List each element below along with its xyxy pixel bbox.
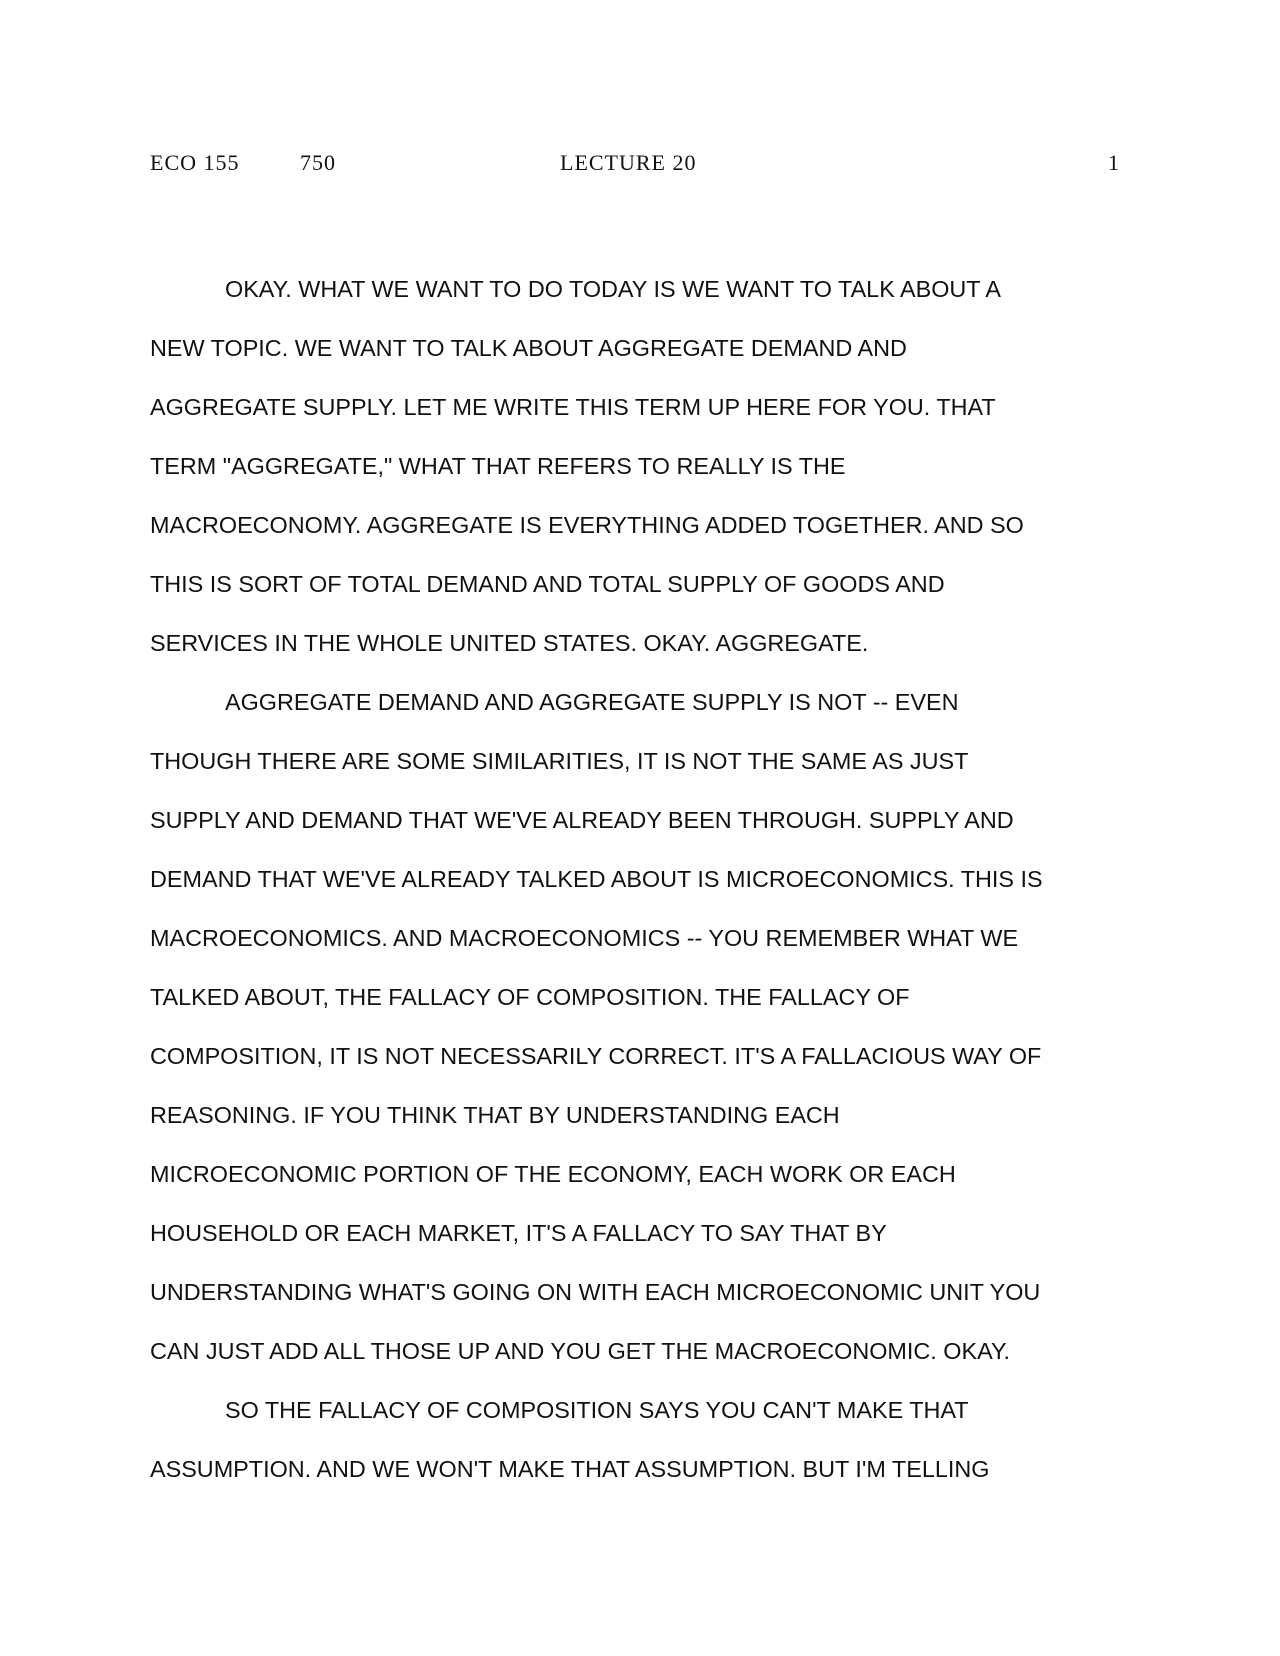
page-header [150,150,1120,180]
transcript-line: MICROECONOMIC PORTION OF THE ECONOMY, EACH WORK OR EACH [150,1161,956,1187]
transcript-line: SO THE FALLACY OF COMPOSITION SAYS YOU CAN'T MAKE THAT [225,1397,969,1423]
transcript-line: AGGREGATE SUPPLY. LET ME WRITE THIS TERM UP HERE FOR YOU. THAT [150,394,996,420]
transcript-line: ASSUMPTION. AND WE WON'T MAKE THAT ASSUMPTION. BUT I'M TELLING [150,1456,990,1482]
transcript-line: TERM "AGGREGATE," WHAT THAT REFERS TO REALLY IS THE [150,453,846,479]
transcript-line: TALKED ABOUT, THE FALLACY OF COMPOSITION. THE FALLACY OF [150,984,910,1010]
transcript-line: THOUGH THERE ARE SOME SIMILARITIES, IT IS NOT THE SAME AS JUST [150,748,969,774]
transcript-line: THIS IS SORT OF TOTAL DEMAND AND TOTAL SUPPLY OF GOODS AND [150,571,945,597]
transcript-line: SERVICES IN THE WHOLE UNITED STATES. OKAY. AGGREGATE. [150,630,869,656]
transcript-line: UNDERSTANDING WHAT'S GOING ON WITH EACH MICROECONOMIC UNIT YOU [150,1279,1041,1305]
transcript-body [150,260,1125,1499]
transcript-line: REASONING. IF YOU THINK THAT BY UNDERSTANDING EACH [150,1102,840,1128]
lecture-title: LECTURE 20 [560,150,697,175]
section-number: 750 [300,150,336,175]
transcript-line: DEMAND THAT WE'VE ALREADY TALKED ABOUT IS MICROECONOMICS. THIS IS [150,866,1043,892]
transcript-line: OKAY. WHAT WE WANT TO DO TODAY IS WE WANT TO TALK ABOUT A [225,276,1001,302]
transcript-line: MACROECONOMICS. AND MACROECONOMICS -- YOU REMEMBER WHAT WE [150,925,1019,951]
page-number: 1 [1108,150,1120,175]
course-code: ECO 155 [150,150,240,175]
transcript-line: SUPPLY AND DEMAND THAT WE'VE ALREADY BEEN THROUGH. SUPPLY AND [150,807,1014,833]
transcript-line: AGGREGATE DEMAND AND AGGREGATE SUPPLY IS NOT -- EVEN [225,689,959,715]
transcript-line: NEW TOPIC. WE WANT TO TALK ABOUT AGGREGATE DEMAND AND [150,335,907,361]
transcript-line: CAN JUST ADD ALL THOSE UP AND YOU GET THE MACROECONOMIC. OKAY. [150,1338,1011,1364]
transcript-line: HOUSEHOLD OR EACH MARKET, IT'S A FALLACY TO SAY THAT BY [150,1220,887,1246]
transcript-line: MACROECONOMY. AGGREGATE IS EVERYTHING ADDED TOGETHER. AND SO [150,512,1024,538]
transcript-line: COMPOSITION, IT IS NOT NECESSARILY CORRECT. IT'S A FALLACIOUS WAY OF [150,1043,1042,1069]
